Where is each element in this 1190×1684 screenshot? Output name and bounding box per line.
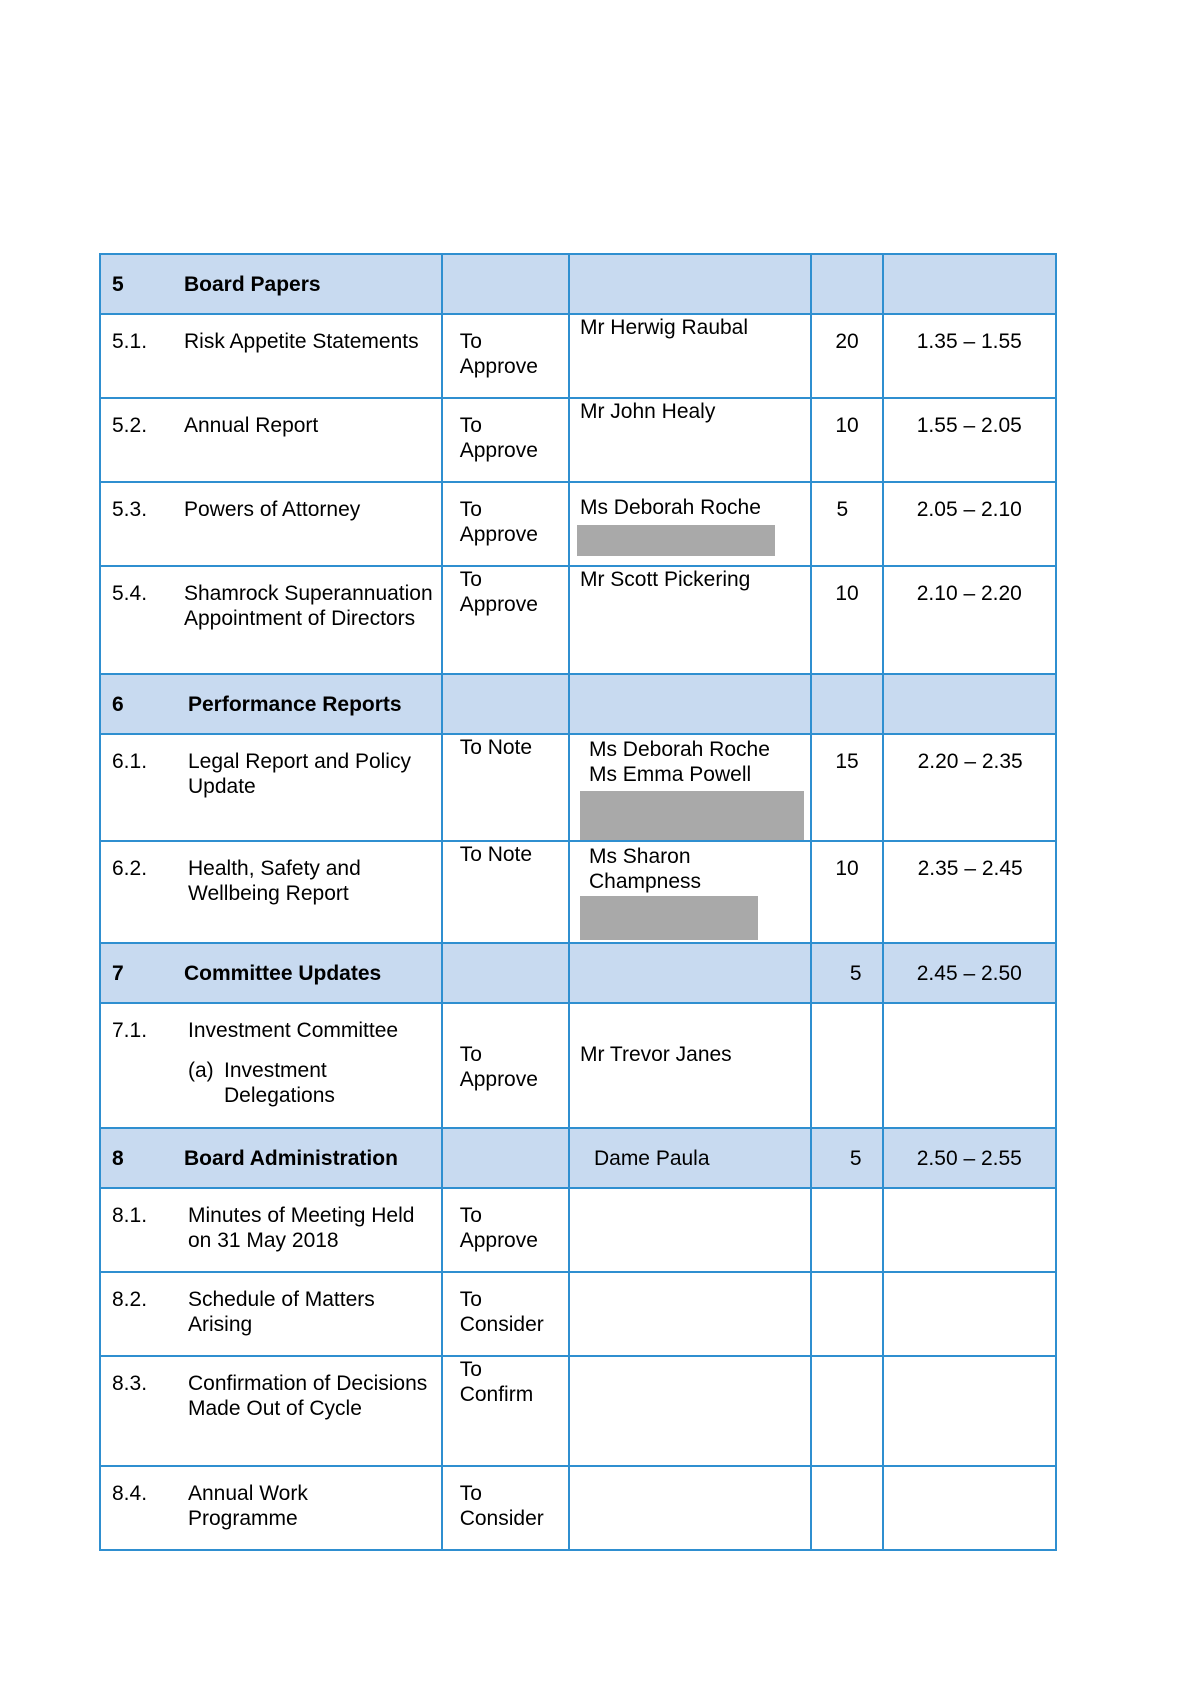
item-action: To Approve: [459, 1204, 538, 1252]
section-number: 6: [112, 692, 124, 716]
item-number: 5.4.: [112, 582, 148, 605]
section-number: 8: [112, 1146, 124, 1170]
item-action: To Approve: [459, 568, 538, 616]
item-action: To Approve: [459, 498, 538, 546]
redaction-block: [577, 525, 775, 556]
item-number: 8.3.: [112, 1372, 148, 1395]
item-title: Minutes of Meeting Held on 31 May 2018: [188, 1204, 415, 1252]
item-title: Investment Committee: [188, 1019, 399, 1042]
item-number: 8.2.: [112, 1288, 148, 1311]
item-presenter: Mr John Healy: [579, 400, 716, 423]
agenda-row-5-4: [100, 566, 1056, 674]
sub-item: [188, 1058, 441, 1108]
item-number: 6.1.: [112, 750, 148, 773]
redaction-block: [580, 791, 804, 840]
agenda-row-8-4: [100, 1466, 1056, 1550]
sub-item-title: Investment Delegations: [224, 1059, 335, 1107]
item-action: To Confirm: [459, 1358, 534, 1406]
agenda-row-8-1: [100, 1188, 1056, 1272]
item-title: Legal Report and Policy Update: [188, 750, 411, 798]
section-title: Board Papers: [184, 272, 321, 296]
section-time: 2.50 – 2.55: [916, 1146, 1022, 1170]
item-presenter: Ms Deborah Roche: [579, 496, 761, 519]
item-presenter-1: Ms Deborah Roche: [588, 738, 770, 761]
item-title: Shamrock Superannuation Appointment of Directors: [184, 582, 433, 630]
item-number: 8.4.: [112, 1482, 148, 1505]
item-presenter: Mr Scott Pickering: [579, 568, 751, 591]
item-title: Annual Report: [184, 414, 319, 437]
item-time: 2.35 – 2.45: [917, 857, 1023, 880]
agenda-row-8-3: [100, 1356, 1056, 1466]
sub-item-label: (a): [188, 1059, 214, 1082]
item-minutes: 5: [836, 498, 849, 521]
item-action: To Approve: [459, 414, 538, 462]
section-presenter: Dame Paula: [593, 1146, 710, 1170]
item-number: 8.1.: [112, 1204, 148, 1227]
agenda-row-5-3: [100, 482, 1056, 566]
item-title: Powers of Attorney: [184, 498, 361, 521]
item-number: 7.1.: [112, 1019, 148, 1042]
item-time: 2.05 – 2.10: [916, 498, 1022, 521]
agenda-table: [99, 253, 1057, 1551]
item-minutes: 10: [835, 857, 859, 880]
section-row-7: [100, 943, 1056, 1003]
section-number: 5: [112, 272, 124, 296]
section-row-6: [100, 674, 1056, 734]
item-action: To Approve: [459, 1043, 538, 1091]
section-title: Committee Updates: [184, 961, 382, 985]
agenda-row-6-1: [100, 734, 1056, 841]
item-action: To Consider: [459, 1288, 544, 1336]
item-minutes: 15: [835, 750, 859, 773]
item-action: To Note: [459, 736, 533, 759]
item-time: 2.10 – 2.20: [916, 582, 1022, 605]
item-minutes: 20: [835, 330, 859, 353]
section-minutes: 5: [849, 961, 862, 985]
section-minutes: 5: [849, 1146, 862, 1170]
agenda-row-7-1: [100, 1003, 1056, 1128]
item-title: Health, Safety and Wellbeing Report: [188, 857, 361, 905]
item-minutes: 10: [835, 414, 859, 437]
section-number: 7: [112, 961, 124, 985]
item-title: Annual Work Programme: [188, 1482, 308, 1530]
item-action: To Approve: [459, 330, 538, 378]
section-row-5: [100, 254, 1056, 314]
item-time: 1.35 – 1.55: [916, 330, 1022, 353]
item-number: 5.2.: [112, 414, 148, 437]
item-presenter: Mr Herwig Raubal: [579, 316, 749, 339]
section-title: Board Administration: [184, 1146, 398, 1170]
section-row-8: [100, 1128, 1056, 1188]
item-time: 1.55 – 2.05: [916, 414, 1022, 437]
item-minutes: 10: [835, 582, 859, 605]
item-time: 2.20 – 2.35: [917, 750, 1023, 773]
item-presenter: Mr Trevor Janes: [579, 1043, 732, 1066]
item-title: Risk Appetite Statements: [184, 330, 419, 353]
item-presenter: Ms Sharon Champness: [588, 845, 702, 893]
section-time: 2.45 – 2.50: [916, 961, 1022, 985]
item-title: Schedule of Matters Arising: [188, 1288, 375, 1336]
item-presenter-2: Ms Emma Powell: [588, 763, 752, 786]
agenda-row-5-1: [100, 314, 1056, 398]
item-number: 5.3.: [112, 498, 148, 521]
agenda-row-5-2: [100, 398, 1056, 482]
agenda-row-8-2: [100, 1272, 1056, 1356]
item-action: To Note: [459, 843, 533, 866]
section-title: Performance Reports: [188, 692, 402, 716]
item-action: To Consider: [459, 1482, 544, 1530]
item-number: 5.1.: [112, 330, 148, 353]
agenda-row-6-2: [100, 841, 1056, 943]
item-title: Confirmation of Decisions Made Out of Cycle: [188, 1372, 428, 1420]
redaction-block: [580, 896, 758, 940]
item-number: 6.2.: [112, 857, 148, 880]
